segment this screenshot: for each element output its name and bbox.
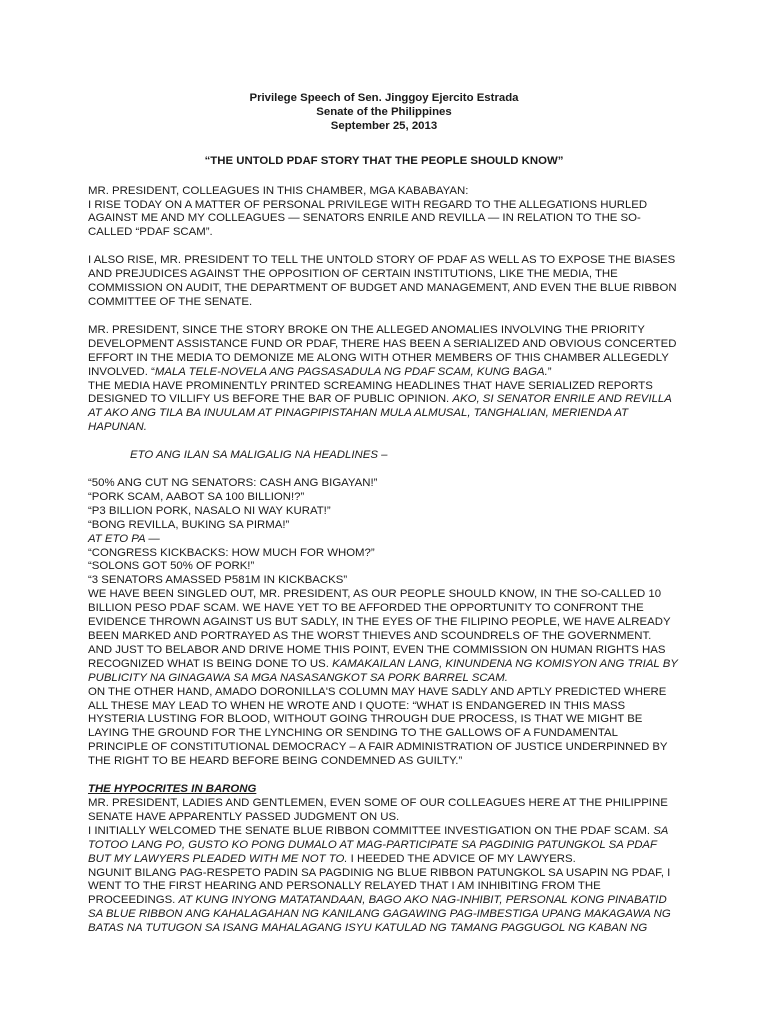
text-line: THE MEDIA HAVE PROMINENTLY PRINTED SCREAMING HEADLINES THAT HAVE SERIALIZED REPORTS	[88, 379, 653, 392]
text-line	[88, 853, 680, 867]
text-line: AND JUST TO BELABOR AND DRIVE HOME THIS POINT, EVEN THE COMMISSION ON HUMAN RIGHTS HAS	[88, 643, 666, 656]
text-line: PRINCIPLE OF CONSTITUTIONAL DEMOCRACY – A FAIR ADMINISTRATION OF JUSTICE UNDERPINNED BY	[88, 741, 668, 754]
speech-title: “THE UNTOLD PDAF STORY THAT THE PEOPLE SHOULD KNOW”	[204, 154, 564, 167]
text-line: SENATE HAVE APPARENTLY PASSED JUDGMENT ON US.	[88, 810, 400, 823]
headline-item: “CONGRESS KICKBACKS: HOW MUCH FOR WHOM?”	[88, 546, 375, 559]
paragraph-4	[88, 588, 680, 769]
text-line: AT AKO ANG TILA BA INUULAM AT PINAGPIPISTAHAN MULA ALMUSAL, TANGHALIAN, MERIENDA AT	[88, 407, 629, 420]
italic-run: SA	[653, 824, 669, 837]
text-run: RECOGNIZED WHAT IS BEING DONE TO US.	[88, 657, 333, 670]
section-heading: THE HYPOCRITES IN BARONG	[88, 783, 257, 796]
headline-list	[88, 477, 680, 588]
text-line: MR. PRESIDENT, LADIES AND GENTLEMEN, EVEN SOME OF OUR COLLEAGUES HERE AT THE PHILIPPINE	[88, 796, 668, 809]
text-line	[88, 658, 680, 672]
text-run: PROCEEDINGS.	[88, 894, 179, 907]
text-line: MR. PRESIDENT, SINCE THE STORY BROKE ON THE ALLEGED ANOMALIES INVOLVING THE PRIORITY	[88, 323, 645, 336]
text-line: AND PREJUDICES AGAINST THE OPPOSITION OF CERTAIN INSTITUTIONS, LIKE THE MEDIA, THE	[88, 268, 618, 281]
text-line: BATAS NA TUTUGON SA ISANG MAHALAGANG ISYU KATULAD NG TAMANG PAGGUGOL NG KABAN NG	[88, 922, 648, 935]
text-line: DEVELOPMENT ASSISTANCE FUND OR PDAF, THERE HAS BEEN A SERIALIZED AND OBVIOUS CONCERTED	[88, 337, 677, 350]
text-line	[88, 825, 680, 839]
text-line: PUBLICITY NA GINAGAWA SA MGA NASASANGKOT SA PORK BARREL SCAM.	[88, 671, 508, 684]
text-line: EVIDENCE THROWN AGAINST US BUT SADLY, IN THE EYES OF THE FILIPINO PEOPLE, WE HAVE ALREADY	[88, 616, 671, 629]
text-line: BILLION PESO PDAF SCAM. WE HAVE YET TO BE AFFORDED THE OPPORTUNITY TO CONFRONT THE	[88, 602, 644, 615]
italic-run: AT KUNG INYONG MATATANDAAN, BAGO AKO NAG-INHIBIT, PERSONAL KONG PINABATID	[178, 894, 667, 907]
text-line: LAYING THE GROUND FOR THE LYNCHING OR SENDING TO THE GALLOWS OF A FUNDAMENTAL	[88, 727, 618, 740]
text-line: MR. PRESIDENT, COLLEAGUES IN THIS CHAMBER, MGA KABABAYAN:	[88, 184, 469, 197]
paragraph-5	[88, 797, 680, 936]
text-run: DESIGNED TO VILLIFY US BEFORE THE BAR OF PUBLIC OPINION.	[88, 393, 453, 406]
italic-run: KAMAKAILAN LANG, KINUNDENA NG KOMISYON ANG TRIAL BY	[332, 657, 678, 670]
text-line: COMMISSION ON AUDIT, THE DEPARTMENT OF BUDGET AND MANAGEMENT, AND EVEN THE BLUE RIBBON	[88, 282, 677, 295]
text-line: COMMITTEE OF THE SENATE.	[88, 295, 253, 308]
headline-item: “P3 BILLION PORK, NASALO NI WAY KURAT!”	[88, 504, 331, 517]
text-line: WE HAVE BEEN SINGLED OUT, MR. PRESIDENT, AS OUR PEOPLE SHOULD KNOW, IN THE SO-CALLED 10	[88, 588, 662, 601]
text-line: WENT TO THE FIRST HEARING AND PERSONALLY RELAYED THAT I AM INHIBITING FROM THE	[88, 880, 601, 893]
date-heading: September 25, 2013	[330, 119, 438, 132]
paragraph-2	[88, 254, 680, 310]
text-line: EFFORT IN THE MEDIA TO DEMONIZE ME ALONG WITH OTHER MEMBERS OF THIS CHAMBER ALLEGEDLY	[88, 351, 669, 364]
text-run: INVOLVED. “	[88, 365, 155, 378]
text-line: THE RIGHT TO BE HEARD BEFORE BEING CONDEMNED AS GUILTY.”	[88, 755, 463, 768]
text-run: I INITIALLY WELCOMED THE SENATE BLUE RIBBON COMMITTEE INVESTIGATION ON THE PDAF SCAM.	[88, 824, 654, 837]
text-line: HYSTERIA LUSTING FOR BLOOD, WITHOUT GOING THROUGH DUE PROCESS, IS THAT WE MIGHT BE	[88, 713, 643, 726]
text-line: I RISE TODAY ON A MATTER OF PERSONAL PRIVILEGE WITH REGARD TO THE ALLEGATIONS HURLED	[88, 198, 648, 211]
text-line: NGUNIT BILANG PAG-RESPETO PADIN SA PAGDINIG NG BLUE RIBBON PATUNGKOL SA USAPIN NG PDAF, I	[88, 866, 671, 879]
text-line: CALLED “PDAF SCAM”.	[88, 226, 213, 239]
text-line: ON THE OTHER HAND, AMADO DORONILLA'S COLUMN MAY HAVE SADLY AND APTLY PREDICTED WHERE	[88, 685, 667, 698]
text-line: I ALSO RISE, MR. PRESIDENT TO TELL THE UNTOLD STORY OF PDAF AS WELL AS TO EXPOSE THE BIASES	[88, 254, 676, 267]
headlines-intro: ETO ANG ILAN SA MALIGALIG NA HEADLINES –	[130, 449, 388, 462]
headline-item: “BONG REVILLA, BUKING SA PIRMA!”	[88, 518, 290, 531]
paragraph-3	[88, 324, 680, 435]
text-line: TOTOO LANG PO, GUSTO KO PONG DUMALO AT MAG-PARTICIPATE SA PAGDINIG PATUNGKOL SA PDAF	[88, 838, 657, 851]
italic-run: AKO, SI SENATOR ENRILE AND REVILLA	[452, 393, 672, 406]
text-run: I HEEDED THE ADVICE OF MY LAWYERS.	[347, 852, 576, 865]
text-line	[88, 894, 680, 908]
venue-heading: Senate of the Philippines	[316, 105, 452, 118]
speech-heading: Privilege Speech of Sen. Jinggoy Ejercito Estrada	[249, 92, 519, 104]
document-page	[88, 92, 680, 936]
text-line: ALL THESE MAY LEAD TO WHEN HE WROTE AND I QUOTE: “WHAT IS ENDANGERED IN THIS MASS	[88, 699, 626, 712]
headline-item: “SOLONS GOT 50% OF PORK!”	[88, 560, 255, 573]
text-line: HAPUNAN.	[88, 421, 147, 434]
text-line: BEEN MARKED AND PORTRAYED AS THE WORST THIEVES AND SCOUNDRELS OF THE GOVERNMENT.	[88, 630, 652, 642]
text-line: AGAINST ME AND MY COLLEAGUES — SENATORS ENRILE AND REVILLA — IN RELATION TO THE SO-	[88, 212, 641, 225]
headline-item: “PORK SCAM, AABOT SA 100 BILLION!?”	[88, 490, 305, 503]
paragraph-1	[88, 185, 680, 241]
italic-run: BUT MY LAWYERS PLEADED WITH ME NOT TO.	[88, 852, 348, 865]
text-line	[88, 393, 680, 407]
italic-run: MALA TELE-NOVELA ANG PAGSASADULA NG PDAF SCAM, KUNG BAGA.	[154, 365, 548, 378]
headline-item: “3 SENATORS AMASSED P581M IN KICKBACKS”	[88, 574, 348, 587]
text-run: ”	[547, 365, 552, 378]
at-eto-pa: AT ETO PA —	[88, 532, 160, 545]
headline-item: “50% ANG CUT NG SENATORS: CASH ANG BIGAYAN!”	[88, 477, 378, 490]
text-line	[88, 366, 680, 380]
document-header	[88, 92, 680, 134]
text-line: SA BLUE RIBBON ANG KAHALAGAHAN NG KANILANG GAGAWING PAG-IMBESTIGA UPANG MAKAGAWA NG	[88, 908, 671, 921]
